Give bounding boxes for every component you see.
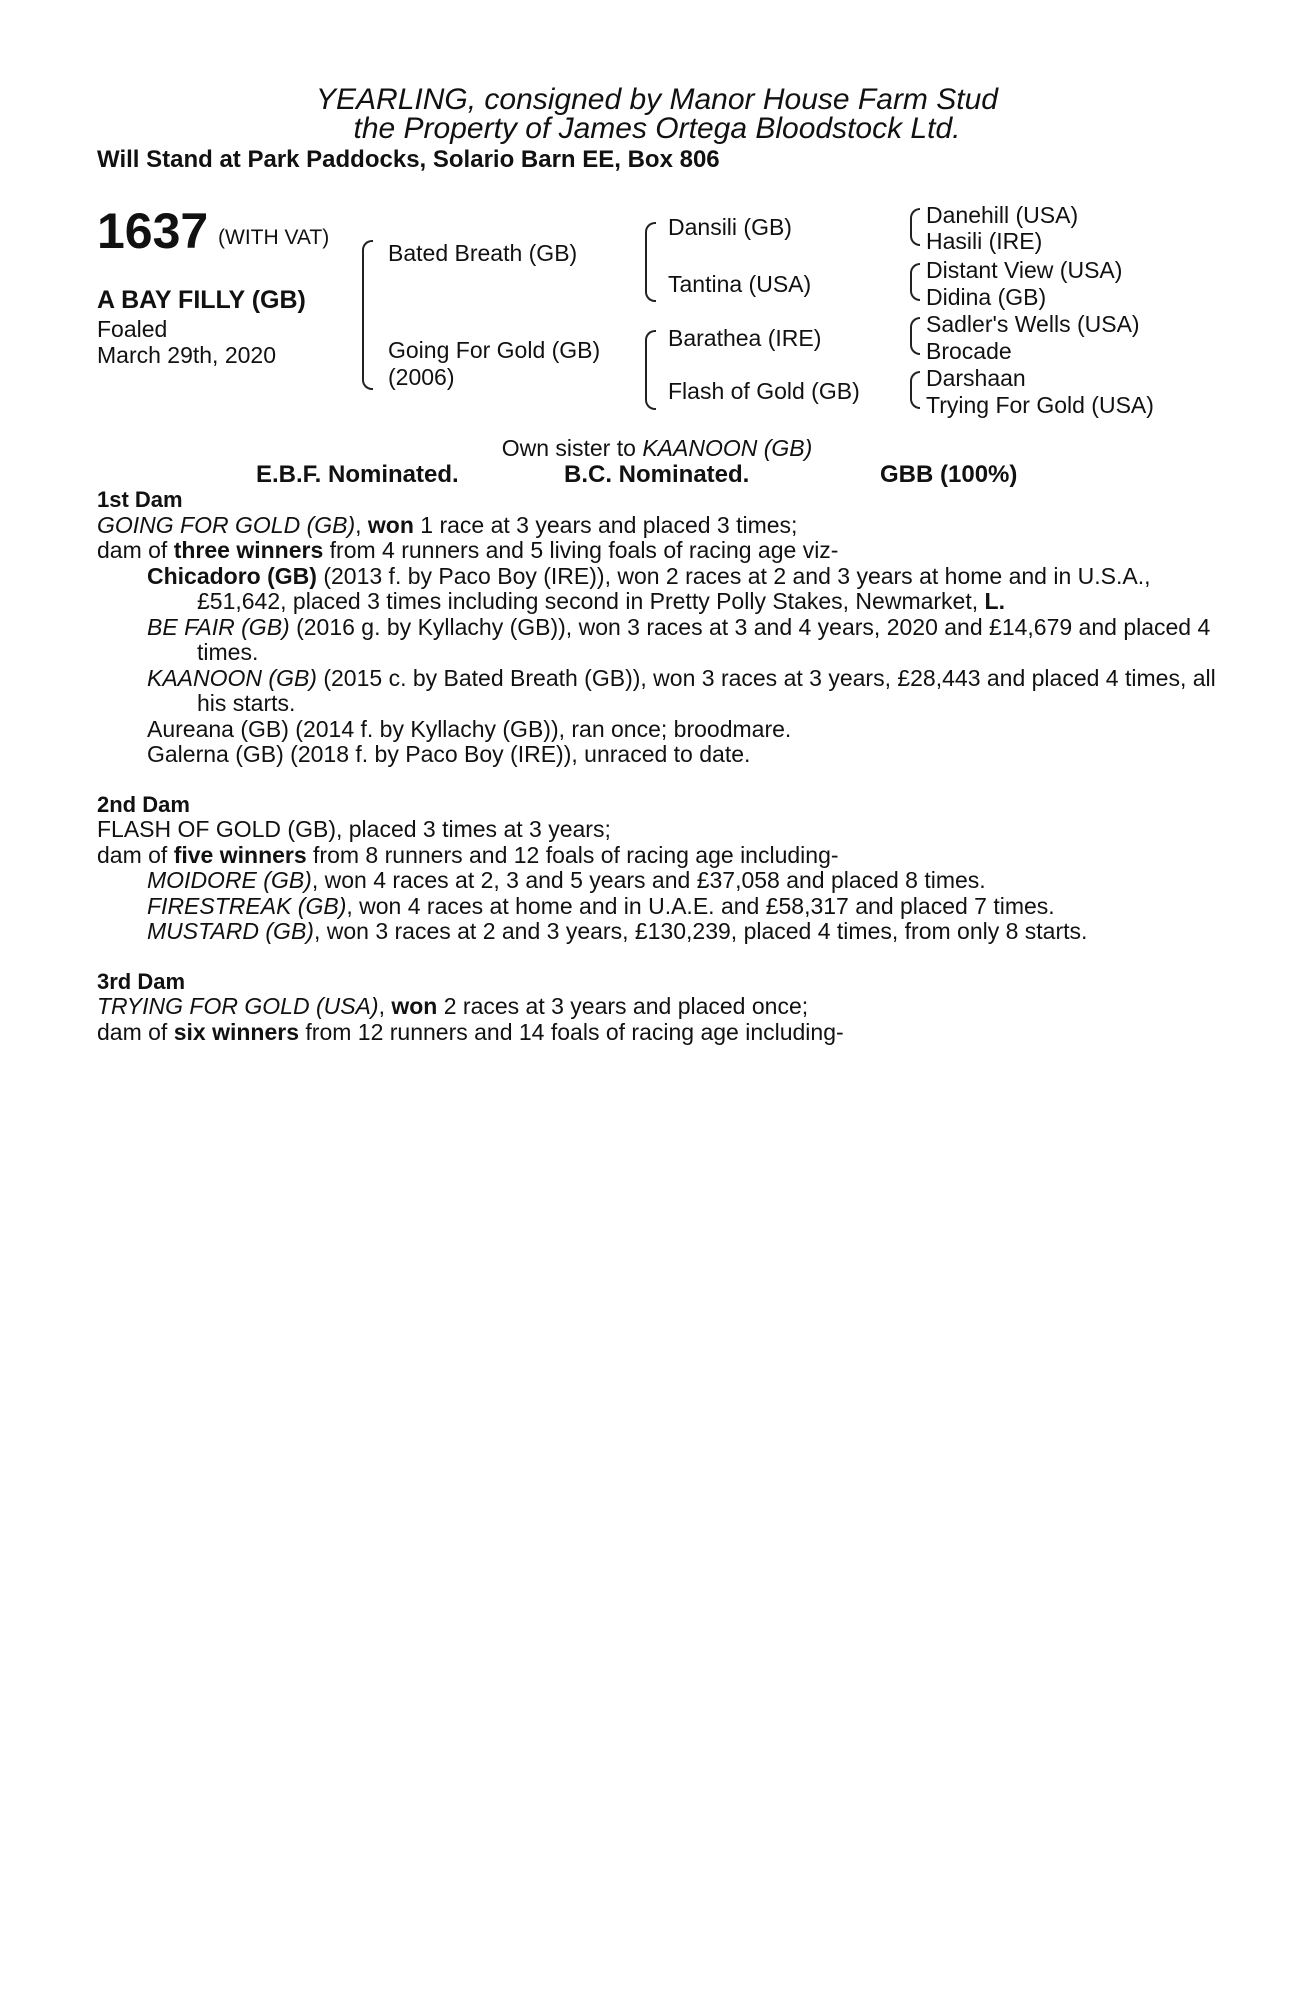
sale-heading: YEARLING, consigned by Manor House Farm Stud xyxy=(316,83,998,116)
sister-name: KAANOON (GB) xyxy=(642,435,813,461)
first-dam-runner: BE FAIR (GB) (2016 g. by Kyllachy (GB)), won 3 races at 3 and 4 years, 2020 and £14,679 and placed 4 times. xyxy=(147,613,1211,665)
vat-note: (WITH VAT) xyxy=(218,226,330,249)
dam-dam: Flash of Gold (GB) xyxy=(668,378,860,404)
foaled-date: March 29th, 2020 xyxy=(97,342,277,368)
first-dam-line: GOING FOR GOLD (GB), won 1 race at 3 years and placed 3 times; xyxy=(97,511,798,538)
pedigree-brace-gen1 xyxy=(362,240,373,390)
pedigree-brace-sd xyxy=(910,263,920,301)
dam-sire-sire: Sadler's Wells (USA) xyxy=(926,311,1140,337)
gbb-note: GBB (100%) xyxy=(880,461,1018,488)
stand-location: Will Stand at Park Paddocks, Solario Barn EE, Box 806 xyxy=(97,146,720,173)
second-dam-heading: 2nd Dam xyxy=(97,791,190,817)
first-dam-heading: 1st Dam xyxy=(97,487,183,512)
pedigree-brace-dam xyxy=(645,330,656,410)
catalogue-body xyxy=(97,487,1227,1045)
pedigree-brace-ds xyxy=(910,317,920,355)
second-dam-produce: dam of five winners from 8 runners and 12 foals of racing age including- xyxy=(97,841,839,868)
second-dam-line: FLASH OF GOLD (GB), placed 3 times at 3 years; xyxy=(97,816,611,842)
property-line: the Property of James Ortega Bloodstock Ltd. xyxy=(353,112,961,145)
second-dam-runner: FIRESTREAK (GB), won 4 races at home and in U.A.E. and £58,317 and placed 7 times. xyxy=(147,892,1055,919)
sire-name: Bated Breath (GB) xyxy=(388,240,578,266)
lot-number: 1637 xyxy=(97,203,209,259)
sire-dam-sire: Distant View (USA) xyxy=(926,257,1123,283)
third-dam-line: TRYING FOR GOLD (USA), won 2 races at 3 years and placed once; xyxy=(97,993,809,1019)
pedigree-brace-dd xyxy=(910,371,920,409)
sire-sire-sire: Danehill (USA) xyxy=(926,202,1079,228)
second-dam-runner: MUSTARD (GB), won 3 races at 2 and 3 years, £130,239, placed 4 times, from only 8 starts. xyxy=(147,918,1088,944)
pedigree-brace-sire xyxy=(645,222,656,302)
second-dam-runner: MOIDORE (GB), won 4 races at 2, 3 and 5 years and £37,058 and placed 8 times. xyxy=(147,867,986,893)
dam-dam-dam: Trying For Gold (USA) xyxy=(926,392,1154,418)
foaled-label: Foaled xyxy=(97,316,168,342)
first-dam-runner: Chicadoro (GB) (2013 f. by Paco Boy (IRE)), won 2 races at 2 and 3 years at home and in U.S.A., £51,642, placed 3 times including second in Pretty Polly Stakes, Newmarket, L. xyxy=(147,562,1151,614)
third-dam-produce: dam of six winners from 12 runners and 14 foals of racing age including- xyxy=(97,1018,844,1045)
first-dam-runner: KAANOON (GB) (2015 c. by Bated Breath (GB)), won 3 races at 3 years, £28,443 and placed 4 times, all his starts. xyxy=(147,664,1216,716)
bc-nomination: B.C. Nominated. xyxy=(564,461,750,488)
first-dam-runner: Galerna (GB) (2018 f. by Paco Boy (IRE)), unraced to date. xyxy=(147,741,751,767)
sister-note: Own sister to KAANOON (GB) xyxy=(501,435,813,461)
third-dam-heading: 3rd Dam xyxy=(97,968,186,994)
sire-dam: Tantina (USA) xyxy=(668,271,812,297)
dam-sire-dam: Brocade xyxy=(926,338,1012,364)
pedigree-brace-ss xyxy=(910,208,920,246)
first-dam-runner: Aureana (GB) (2014 f. by Kyllachy (GB)), ran once; broodmare. xyxy=(147,715,792,742)
ebf-nomination: E.B.F. Nominated. xyxy=(256,461,459,488)
lot-title: A BAY FILLY (GB) xyxy=(97,286,306,314)
sire-sire: Dansili (GB) xyxy=(668,214,792,240)
sire-dam-dam: Didina (GB) xyxy=(926,284,1047,310)
dam-year: (2006) xyxy=(388,364,455,390)
first-dam-produce: dam of three winners from 4 runners and 5 living foals of racing age viz- xyxy=(97,537,839,563)
dam-name: Going For Gold (GB) xyxy=(388,337,601,363)
dam-sire: Barathea (IRE) xyxy=(668,325,822,351)
sire-sire-dam: Hasili (IRE) xyxy=(926,228,1043,254)
dam-dam-sire: Darshaan xyxy=(926,365,1026,391)
